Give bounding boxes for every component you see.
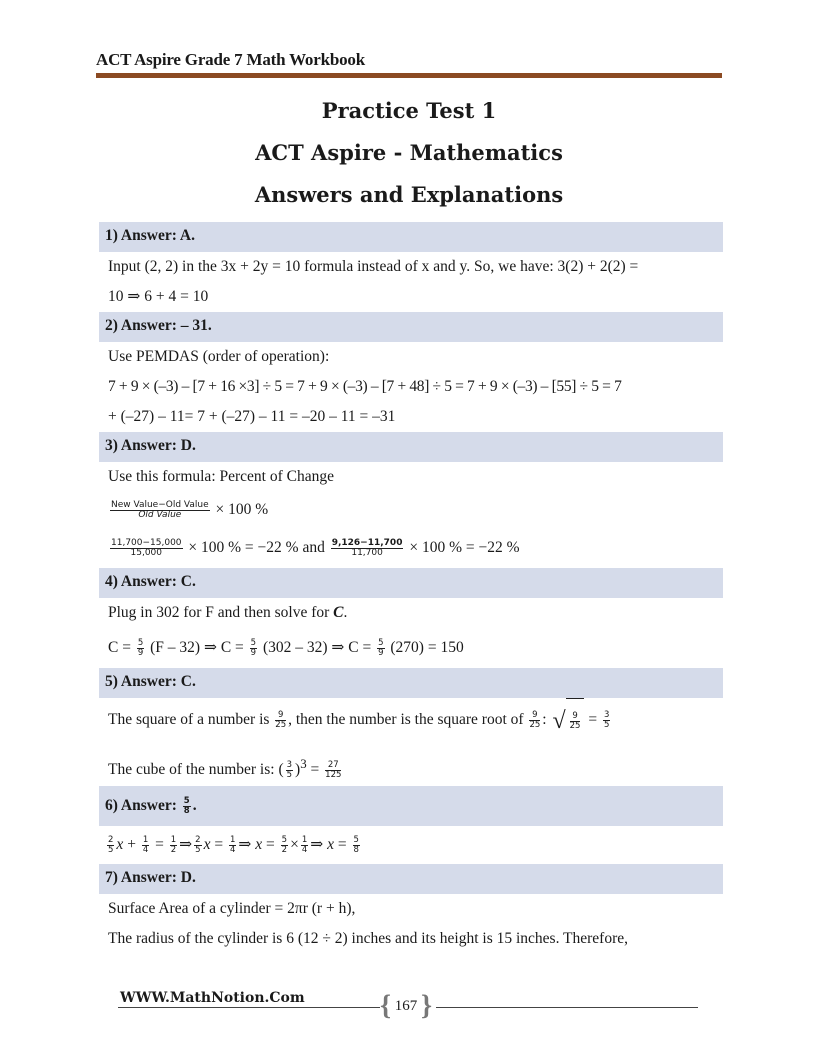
footer-rule-right xyxy=(436,1007,698,1008)
answer-heading-5: 5) Answer: C. xyxy=(99,668,723,698)
explanation-1-line-1: Input (2, 2) in the 3x + 2y = 10 formula instead of x and y. So, we have: 3(2) + 2(2) = xyxy=(108,258,639,275)
answer-heading-3: 3) Answer: D. xyxy=(99,432,723,462)
explanation-2-line-1: Use PEMDAS (order of operation): xyxy=(108,348,330,365)
explanation-7-line-1: Surface Area of a cylinder = 2πr (r + h), xyxy=(108,900,356,917)
title-act-aspire: ACT Aspire - Mathematics xyxy=(255,140,563,165)
title-practice-test: Practice Test 1 xyxy=(321,98,497,123)
answer-heading-7: 7) Answer: D. xyxy=(99,864,723,894)
explanation-4-line-1: Plug in 302 for F and then solve for C. xyxy=(108,604,348,621)
answers-content xyxy=(99,222,723,954)
footer-rule-left xyxy=(118,1007,380,1008)
answer-heading-1: 1) Answer: A. xyxy=(99,222,723,252)
footer-website: WWW.MathNotion.Com xyxy=(120,990,305,1006)
percent-change-formula: $\frac{\text{New Value−Old Value}}{\text{Old Value}}$ × 100 % xyxy=(111,499,269,520)
explanation-6-equation: $\frac{2}{5}$ x + $\frac{1}{4}$ = $\frac{1}{2}$ ⇒ $\frac{2}{5}$ x = $\frac{1}{4}$ ⇒ x = $\frac{5}{2}$ × $\frac{1}{4}$ ⇒ x = $\frac{5}{8}$ xyxy=(108,835,359,855)
fraction-b: $\frac{9,126-11,700}{11,700}$ xyxy=(331,537,403,558)
square-root-sign: √ xyxy=(552,707,566,734)
explanation-2-line-3: + (–27) – 11= 7 + (–27) – 11 = –20 – 11 = –31 xyxy=(108,408,396,425)
brace-right-icon: } xyxy=(421,990,433,1022)
explanation-7-line-2: The radius of the cylinder is 6 (12 ÷ 2) inches and its height is 15 inches. Therefore, xyxy=(108,930,629,947)
explanation-3-line-1: Use this formula: Percent of Change xyxy=(108,468,334,485)
percent-change-computation: $\frac{11,700-15,000}{15,000}$ × 100 % = −22 % and $\frac{9,126-11,700}{11,700}$ × 100 % = −22 % xyxy=(111,537,520,558)
title-answers: Answers and Explanations xyxy=(254,182,564,207)
explanation-1-line-2: 10 ⇒ 6 + 4 = 10 xyxy=(108,288,209,305)
explanation-5-line-2: The cube of the number is: ( $\frac{3}{5}$ )$^3$ = $\frac{27}{125}$ xyxy=(108,756,342,781)
answer-heading-6: 6) Answer: $\frac{5}{8}$ . xyxy=(99,786,723,826)
fraction-a: $\frac{11,700-15,000}{15,000}$ xyxy=(111,537,182,558)
brace-left-icon: { xyxy=(379,990,391,1022)
workbook-title: ACT Aspire Grade 7 Math Workbook xyxy=(96,50,365,69)
explanation-5-line-1: The square of a number is $\frac{9}{25}$ , then the number is the square root of $\frac{9}{25}$ : √ $\frac{9}{25}$ = $\frac{3}{5}$ xyxy=(99,698,723,742)
explanation-4-equation: C = $\frac{5}{9}$ (F – 32) ⇒ C = $\frac{5}{9}$ (302 – 32) ⇒ C = $\frac{5}{9}$ (270) = 150 xyxy=(108,638,464,658)
page-number xyxy=(376,992,436,1022)
explanation-2-line-2: 7 + 9 × (–3) – [7 + 16 ×3] ÷ 5 = 7 + 9 × (–3) – [7 + 48] ÷ 5 = 7 + 9 × (–3) – [55] ÷ 5 = 7 xyxy=(108,378,622,395)
formula-fraction: $\frac{\text{New Value−Old Value}}{\text{Old Value}}$ xyxy=(111,499,209,520)
header-rule xyxy=(96,73,722,78)
answer-heading-4: 4) Answer: C. xyxy=(99,568,723,598)
page-titles xyxy=(96,96,722,222)
answer-heading-2: 2) Answer: – 31. xyxy=(99,312,723,342)
page-number-value: 167 xyxy=(394,998,418,1014)
